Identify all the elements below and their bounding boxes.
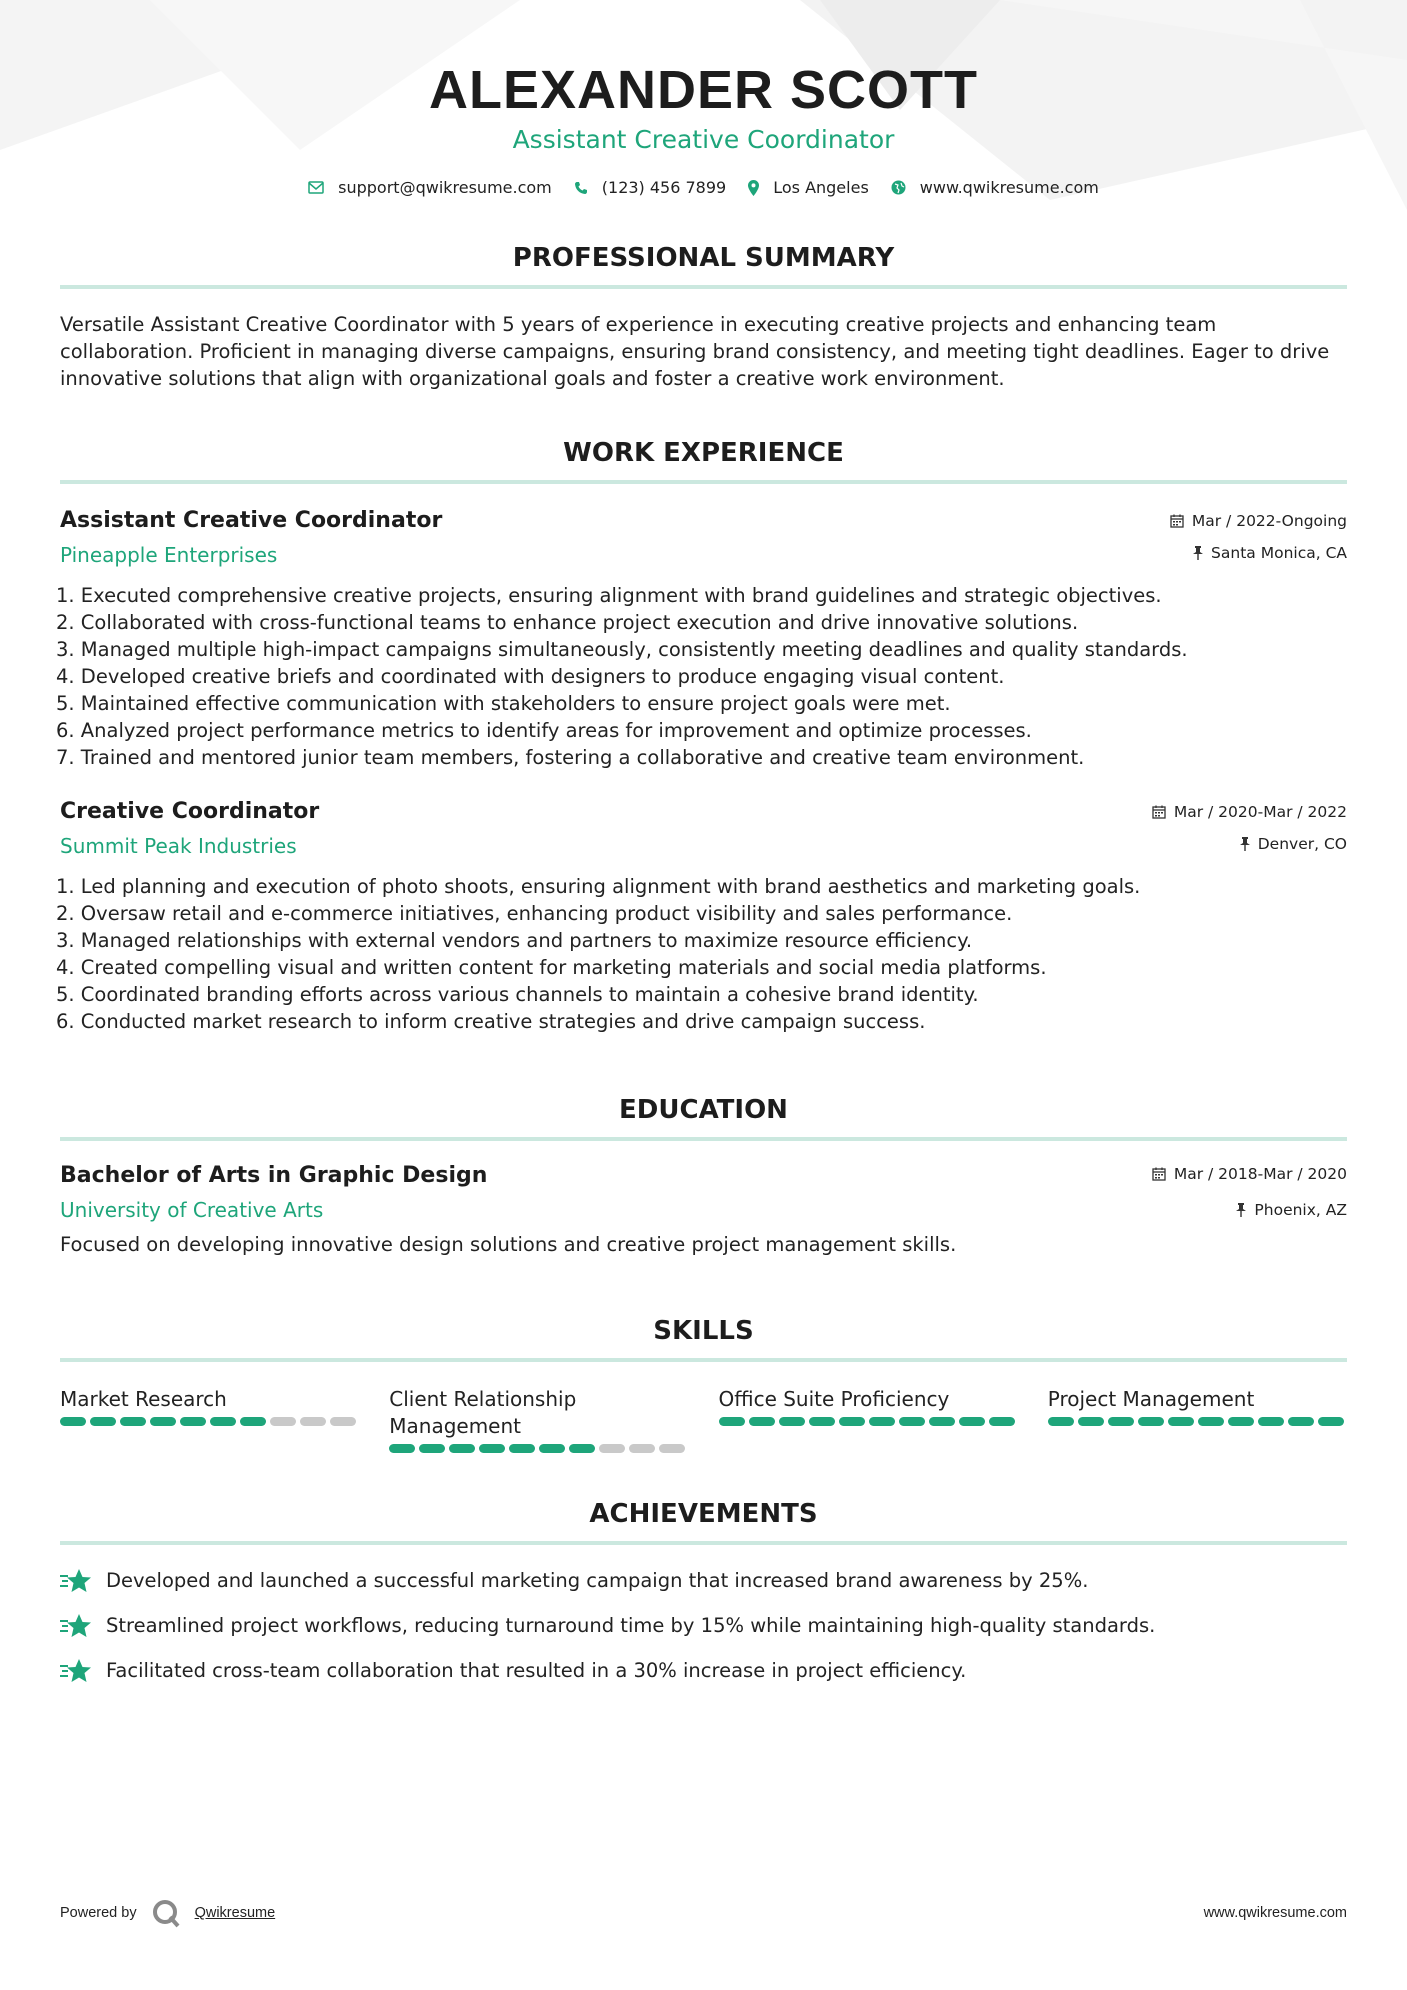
education-dates: Mar / 2018-Mar / 2020 — [1173, 1165, 1347, 1183]
skill-dot-filled — [749, 1417, 775, 1426]
skill-dot-filled — [1198, 1417, 1224, 1426]
pushpin-icon — [1240, 837, 1250, 851]
list-item: 1. Executed comprehensive creative projects, ensuring alignment with brand guidelines and strategic objectives. — [56, 584, 1162, 607]
skill-dot-filled — [899, 1417, 925, 1426]
location-text: Los Angeles — [773, 178, 869, 197]
summary-text: Versatile Assistant Creative Coordinator with 5 years of experience in executing creative projects and enhancing team collaboration. Proficient in managing diverse campaigns, ensuring brand consistency, and meeting tight deadlines. Eager to drive innovative solutions that align with organizational goals and foster a creative work environment. — [60, 313, 1330, 390]
job-bullets — [56, 582, 1347, 771]
achievement-text: Streamlined project workflows, reducing turnaround time by 15% while maintaining high-quality standards. — [106, 1614, 1156, 1637]
job-dates: Mar / 2020-Mar / 2022 — [1173, 803, 1347, 821]
skill-dot-filled — [509, 1444, 535, 1453]
skill-dot-filled — [869, 1417, 895, 1426]
job-title: Assistant Creative Coordinator — [60, 508, 443, 533]
achievement-text: Facilitated cross-team collaboration that resulted in a 30% increase in project efficiency. — [106, 1659, 967, 1682]
skill-name: Client Relationship Management — [389, 1387, 577, 1438]
job-company: Summit Peak Industries — [60, 834, 297, 858]
skill-dot-filled — [839, 1417, 865, 1426]
list-item: 3. Managed multiple high-impact campaigns simultaneously, consistently meeting deadlines and quality standards. — [56, 638, 1188, 661]
skill-dot-filled — [180, 1417, 206, 1426]
star-badge-icon — [60, 1613, 92, 1639]
achievement-item — [60, 1612, 1347, 1639]
education-location: Phoenix, AZ — [1254, 1201, 1347, 1219]
skill-name: Market Research — [60, 1387, 227, 1411]
skill-dot-filled — [1258, 1417, 1284, 1426]
job-title: Creative Coordinator — [60, 799, 320, 824]
powered-by-label: Powered by — [60, 1905, 137, 1921]
skill-item — [719, 1386, 1018, 1453]
list-item: 6. Analyzed project performance metrics to identify areas for improvement and optimize processes. — [56, 719, 1032, 742]
calendar-icon — [1152, 1167, 1166, 1181]
skill-dot-empty — [659, 1444, 685, 1453]
phone-icon — [574, 181, 588, 195]
skill-dot-filled — [419, 1444, 445, 1453]
envelope-icon — [308, 181, 324, 194]
skill-dot-filled — [1168, 1417, 1194, 1426]
contact-email[interactable] — [308, 178, 552, 197]
skills-section — [60, 1314, 1347, 1453]
skill-rating — [389, 1444, 688, 1453]
skill-dot-filled — [1048, 1417, 1074, 1426]
skill-item — [389, 1386, 688, 1453]
job-company: Pineapple Enterprises — [60, 543, 278, 567]
skill-dot-filled — [569, 1444, 595, 1453]
list-item: 4. Created compelling visual and written content for marketing materials and social media platforms. — [56, 956, 1047, 979]
list-item: 6. Conducted market research to inform creative strategies and drive campaign success. — [56, 1010, 926, 1033]
achievement-item — [60, 1567, 1347, 1594]
map-pin-icon — [748, 180, 759, 196]
skill-dot-filled — [1138, 1417, 1164, 1426]
calendar-icon — [1170, 514, 1184, 528]
skill-item — [1048, 1386, 1347, 1453]
skill-dot-empty — [300, 1417, 326, 1426]
contact-location — [748, 178, 869, 197]
skill-dot-filled — [150, 1417, 176, 1426]
contact-phone[interactable] — [574, 178, 726, 197]
experience-section — [56, 436, 1347, 1035]
list-item: 1. Led planning and execution of photo shoots, ensuring alignment with brand aesthetics and marketing goals. — [56, 875, 1141, 898]
skill-dot-filled — [1228, 1417, 1254, 1426]
skill-dot-filled — [989, 1417, 1015, 1426]
summary-section — [60, 241, 1347, 392]
phone-text: (123) 456 7899 — [601, 178, 727, 197]
achievement-item — [60, 1657, 1347, 1684]
globe-icon — [891, 180, 906, 195]
job-bullets — [56, 873, 1347, 1035]
candidate-title: Assistant Creative Coordinator — [512, 125, 895, 154]
footer-website[interactable]: www.qwikresume.com — [1203, 1905, 1347, 1921]
summary-heading: PROFESSIONAL SUMMARY — [60, 241, 1347, 289]
school-name: University of Creative Arts — [60, 1198, 324, 1222]
job-entry — [56, 506, 1347, 771]
skill-dot-filled — [479, 1444, 505, 1453]
qwikresume-link[interactable]: Qwikresume — [194, 1905, 276, 1921]
calendar-icon — [1152, 805, 1166, 819]
contact-bar — [60, 178, 1347, 197]
skill-dot-filled — [449, 1444, 475, 1453]
skill-dot-empty — [599, 1444, 625, 1453]
skill-dot-filled — [120, 1417, 146, 1426]
list-item: 7. Trained and mentored junior team members, fostering a collaborative and creative team environment. — [56, 746, 1085, 769]
skill-dot-filled — [389, 1444, 415, 1453]
degree-title: Bachelor of Arts in Graphic Design — [60, 1163, 488, 1188]
education-entry — [60, 1161, 1347, 1258]
achievement-text: Developed and launched a successful marketing campaign that increased brand awareness by 25%. — [106, 1569, 1089, 1592]
skill-name: Project Management — [1047, 1387, 1255, 1411]
list-item: 2. Oversaw retail and e-commerce initiatives, enhancing product visibility and sales performance. — [56, 902, 1013, 925]
education-heading: EDUCATION — [60, 1093, 1347, 1141]
skill-dot-empty — [629, 1444, 655, 1453]
list-item: 3. Managed relationships with external vendors and partners to maximize resource efficiency. — [56, 929, 973, 952]
skill-rating — [719, 1417, 1018, 1426]
pushpin-icon — [1236, 1203, 1246, 1217]
list-item: 5. Coordinated branding efforts across various channels to maintain a cohesive brand identity. — [56, 983, 979, 1006]
skill-dot-empty — [330, 1417, 356, 1426]
skill-dot-filled — [210, 1417, 236, 1426]
contact-website[interactable] — [891, 178, 1099, 197]
education-section — [60, 1093, 1347, 1258]
skill-dot-filled — [539, 1444, 565, 1453]
list-item: 5. Maintained effective communication with stakeholders to ensure project goals were met. — [56, 692, 951, 715]
skill-rating — [1048, 1417, 1347, 1426]
experience-heading: WORK EXPERIENCE — [60, 436, 1347, 484]
skills-grid — [60, 1386, 1347, 1453]
job-location: Denver, CO — [1257, 835, 1347, 853]
star-badge-icon — [60, 1568, 92, 1594]
skill-item — [60, 1386, 359, 1453]
skill-dot-filled — [809, 1417, 835, 1426]
education-description: Focused on developing innovative design solutions and creative project management skills. — [60, 1233, 957, 1256]
job-dates: Mar / 2022-Ongoing — [1191, 512, 1347, 530]
skill-name: Office Suite Proficiency — [718, 1387, 950, 1411]
list-item: 2. Collaborated with cross-functional teams to enhance project execution and drive innovative solutions. — [56, 611, 1079, 634]
job-entry — [56, 797, 1347, 1035]
skill-dot-filled — [60, 1417, 86, 1426]
skill-rating — [60, 1417, 359, 1426]
skill-dot-filled — [1318, 1417, 1344, 1426]
achievements-section — [60, 1497, 1347, 1684]
job-location: Santa Monica, CA — [1211, 544, 1347, 562]
achievements-heading: ACHIEVEMENTS — [60, 1497, 1347, 1545]
skill-dot-filled — [1108, 1417, 1134, 1426]
candidate-name: ALEXANDER SCOTT — [428, 60, 978, 120]
skill-dot-filled — [1288, 1417, 1314, 1426]
skill-dot-filled — [1078, 1417, 1104, 1426]
skill-dot-empty — [270, 1417, 296, 1426]
skills-heading: SKILLS — [60, 1314, 1347, 1362]
website-text: www.qwikresume.com — [919, 178, 1099, 197]
list-item: 4. Developed creative briefs and coordinated with designers to produce engaging visual content. — [56, 665, 1005, 688]
skill-dot-filled — [719, 1417, 745, 1426]
email-text: support@qwikresume.com — [338, 178, 552, 197]
skill-dot-filled — [959, 1417, 985, 1426]
pushpin-icon — [1193, 546, 1203, 560]
skill-dot-filled — [929, 1417, 955, 1426]
star-badge-icon — [60, 1658, 92, 1684]
skill-dot-filled — [90, 1417, 116, 1426]
skill-dot-filled — [240, 1417, 266, 1426]
skill-dot-filled — [779, 1417, 805, 1426]
